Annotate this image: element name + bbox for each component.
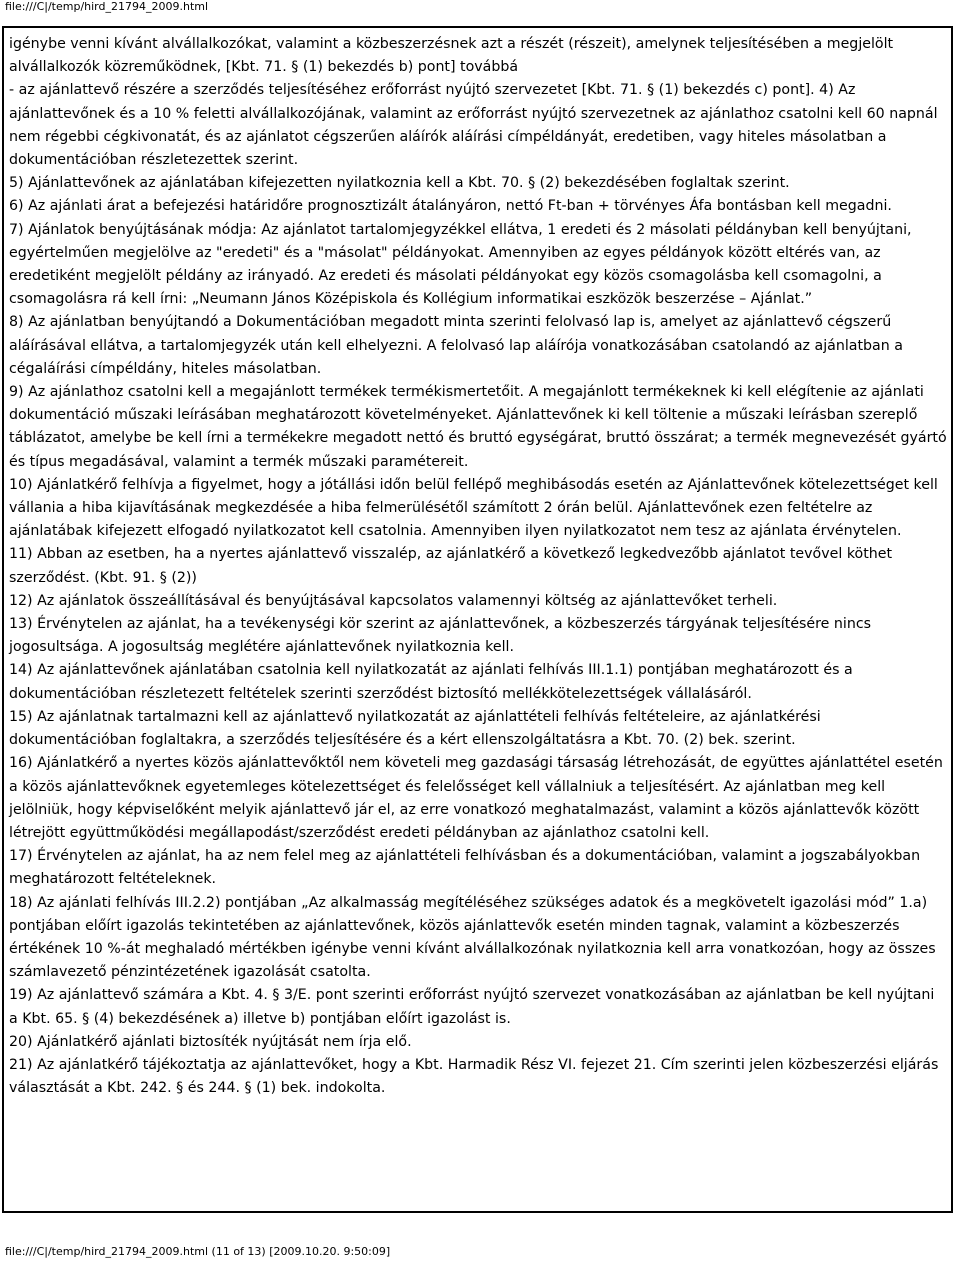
paragraph: 15) Az ajánlatnak tartalmazni kell az ajánlattevő nyilatkozatát az ajánlattételi felhívás feltételeire, az ajánlatkérési dokumentációban foglaltakra, a szerződés teljesítésére és a kért ellenszolgáltatásra a Kbt. 70. (2) bek. szerint. — [9, 708, 821, 749]
paragraph: 5) Ajánlattevőnek az ajánlatában kifejezetten nyilatkoznia kell a Kbt. 70. § (2) bekezdésében foglaltak szerint. — [9, 175, 790, 192]
paragraph: 11) Abban az esetben, ha a nyertes ajánlattevő visszalép, az ajánlatkérő a következő legkedvezőbb ajánlatot tevővel köthet szerződést. (Kbt. 91. § (2)) — [9, 546, 893, 586]
paragraph: 10) Ajánlatkérő felhívja a figyelmet, hogy a jótállási időn belül fellépő meghibásodás esetén az Ajánlattevőnek kötelezettséget kell vállania a hiba kijavításának megkezdésée a hiba felmerülésétől számított 2 órán belül. Ajánlattevőnek ezen feltételre az ajánlatábak kifejezett elfogadó nyilatkozatot kell csatolnia. Amennyiben ilyen nyilatkozatot nem tesz az ajánlata érvénytelen. — [9, 476, 938, 540]
paragraph: 17) Érvénytelen az ajánlat, ha az nem felel meg az ajánlattételi felhívásban és a dokumentációban, valamint a jogszabályokban meghatározott feltételeknek. — [9, 848, 921, 888]
paragraph: 19) Az ajánlattevő számára a Kbt. 4. § 3/E. pont szerinti erőforrást nyújtó szervezet vonatkozásában az ajánlatban be kell nyújtani a Kbt. 65. § (4) bekezdésének a) illetve b) pontjában előírt igazolást is. — [9, 987, 935, 1027]
paragraph: 8) Az ajánlatban benyújtandó a Dokumentációban megadott minta szerinti felolvasó lap is, amelyet az ajánlattevő cégszerű aláírásával ellátva, a tartalomjegyzék után kell elhelyezni. A felolvasó lap aláírója vonatkozásában csatolandó az ajánlatban a cégaláírási címpéldány, hiteles másolatban. — [9, 314, 903, 377]
footer-file-path: file:///C|/temp/hird_21794_2009.html (11 of 13) [2009.10.20. 9:50:09] — [5, 1245, 391, 1258]
paragraph: 16) Ajánlatkérő a nyertes közös ajánlattevőktől nem követeli meg gazdasági társaság létrehozását, de együttes ajánlattétel esetén a közös ajánlattevőknek egyetemleges kötelezettséget és felelősséget kell vállalniuk a teljesítésért. Az ajánlatban meg kell jelölniük, hogy képviselőként melyik ajánlattevő jár el, az erre vonatkozó meghatalmazást, valamint a közös ajánlattevők között létrejött együttműködési megállapodást/szerződést eredeti példányban az ajánlathoz csatolni kell. — [9, 755, 943, 841]
paragraph: 6) Az ajánlati árat a befejezési határidőre prognosztizált átalányáron, nettó Ft-ban + törvényes Áfa bontásban kell megadni. — [9, 198, 892, 215]
paragraph: 21) Az ajánlatkérő tájékoztatja az ajánlattevőket, hogy a Kbt. Harmadik Rész VI. fejezet 21. Cím szerinti jelen közbeszerzési eljárás választását a Kbt. 242. § és 244. § (1) bek. indokolta. — [9, 1056, 939, 1097]
paragraph: 13) Érvénytelen az ajánlat, ha a tevékenységi kör szerint az ajánlattevőnek, a közbeszerzés tárgyának teljesítésére nincs jogosultsága. A jogosultság meglétére ajánlattevőnek nyilatkoznia kell. — [9, 616, 872, 656]
paragraph: igénybe venni kívánt alvállalkozókat, valamint a közbeszerzésnek azt a részét (részeit), amelynek teljesítésében a megjelölt alvállalkozók közreműködnek, [Kbt. 71. § (1) bekezdés b) pont] továbbá — [9, 36, 894, 76]
paragraph: 20) Ajánlatkérő ajánlati biztosíték nyújtását nem írja elő. — [9, 1033, 412, 1050]
header-file-path: file:///C|/temp/hird_21794_2009.html — [5, 0, 209, 13]
paragraph: 12) Az ajánlatok összeállításával és benyújtásával kapcsolatos valamennyi költség az ajánlattevőket terheli. — [9, 592, 778, 609]
paragraph: 14) Az ajánlattevőnek ajánlatában csatolnia kell nyilatkozatát az ajánlati felhívás III.1.1) pontjában meghatározott és a dokumentációban részletezett feltételek szerinti szerződést biztosító mellékkötelezettségek vállalásáról. — [9, 662, 853, 702]
paragraph: - az ajánlattevő részére a szerződés teljesítéséhez erőforrást nyújtó szervezetet [Kbt. 71. § (1) bekezdés c) pont]. 4) Az ajánlattevőnek és a 10 % feletti alvállalkozójának, valamint az erőforrást nyújtó szervezetnek az ajánlathoz csatolni kell 60 napnál nem régebbi cégkivonatát, és az ajánlatot cégszerűen aláírók aláírási címpéldányát, eredetiben, vagy hiteles másolatban a dokumentációban részletezettek szerint. — [9, 82, 938, 169]
paragraph: 7) Ajánlatok benyújtásának módja: Az ajánlatot tartalomjegyzékkel ellátva, 1 eredeti és 2 másolati példányban kell benyújtani, egyértelműen megjelölve az "eredeti" és a "másolat" példányokat. Amennyiben az egyes példányok között eltérés van, az eredetiként megjelölt példány az irányadó. Az eredeti és másolati példányokat egy közös csomagolásba kell csomagolni, a csomagolásra rá kell írni: „Neumann János Középiskola és Kollégium informatikai eszközök beszerzése – Ajánlat.” — [9, 221, 912, 308]
document-frame — [2, 26, 953, 1213]
document-body — [4, 28, 951, 1100]
paragraph: 9) Az ajánlathoz csatolni kell a megajánlott termékek termékismertetőit. A megajánlott termékeknek ki kell elégítenie az ajánlati dokumentáció műszaki leírásában meghatározott követelményeket. Ajánlattevőnek ki kell töltenie a műszaki leírásban szereplő táblázatot, amelybe be kell írni a termékekre megadott nettó és bruttó egységárat, bruttó összárat; a termék megnevezését gyártó és típus megadásával, valamint a termék műszaki paramétereit. — [9, 384, 947, 470]
paragraph: 18) Az ajánlati felhívás III.2.2) pontjában „Az alkalmasság megítéléséhez szükséges adatok és a megkövetelt igazolási mód” 1.a) pontjában előírt igazolás tekintetében az ajánlattevőnek, közös ajánlattevők esetén minden tagnak, valamint a közbeszerzés értékének 10 %-át meghaladó mértékben igénybe venni kívánt alvállalkozónak nyilatkoznia kell arra vonatkozóan, hogy az összes számlavezető pénzintézetének igazolását csatolta. — [9, 894, 936, 981]
